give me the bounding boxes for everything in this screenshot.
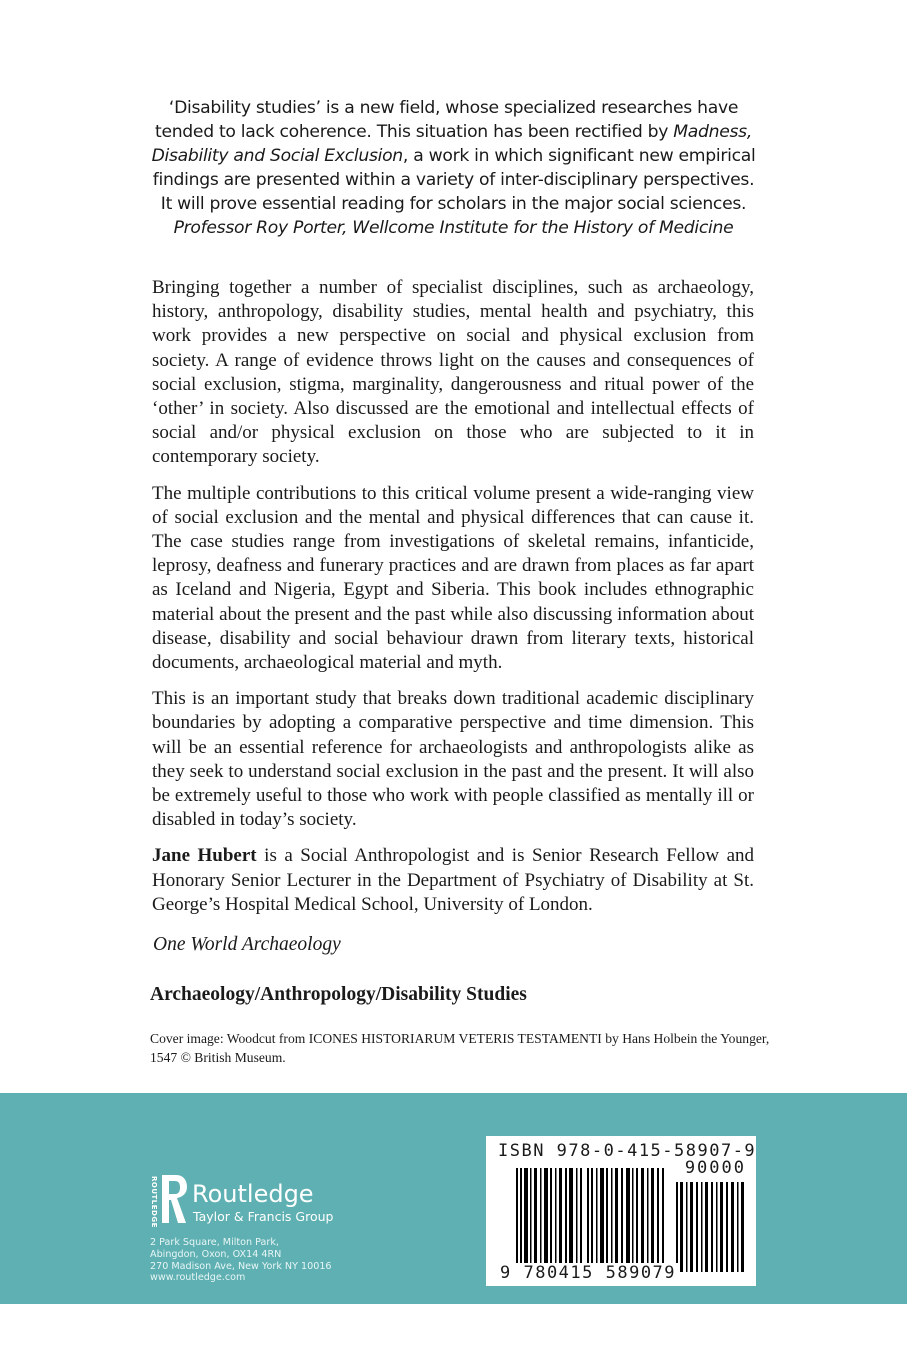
author-name: Jane Hubert	[152, 845, 257, 867]
quote-line: tended to lack coherence. This situation has been rectified by	[155, 122, 674, 142]
logo-vertical-text: ROUTLEDGE	[150, 1176, 158, 1228]
isbn-barcode	[486, 1136, 756, 1286]
subject-category: Archaeology/Anthropology/Disability Studies	[150, 984, 527, 1005]
website-link: www.routledge.com	[150, 1272, 246, 1284]
barcode-bars-icon	[516, 1168, 666, 1278]
quote-line: ‘Disability studies’ is a new field, whose specialized researches have	[168, 98, 739, 118]
blurb-paragraph: The multiple contributions to this critical volume present a wide-ranging view of social exclusion and the mental and physical differences that can cause it. The case studies range from investigations of skeletal remains, infanticide, leprosy, deafness and funerary practices and are drawn from places as far apart as Iceland and Nigeria, Egypt and Siberia. This book includes ethnographic material about the present and the past while also discussing information about disease, disability and social behaviour drawn from literary texts, historical documents, archaeological material and myth.	[152, 482, 754, 674]
quote-line: It will prove essential reading for scholars in the major social sciences.	[160, 194, 747, 214]
address-line: 270 Madison Ave, New York NY 10016	[150, 1260, 332, 1272]
blurb-paragraph: This is an important study that breaks down traditional academic disciplinary boundaries by adopting a comparative perspective and time dimension. This will be an essential reference for archaeologists and anthropologists alike as they seek to understand social exclusion in the past and the present. It will also be extremely useful to those who work with people classified as mentally ill or disabled in today’s society.	[152, 688, 754, 831]
blurb-paragraph: Bringing together a number of specialist disciplines, such as archaeology, history, anthropology, disability studies, mental health and psychiatry, this work provides a new perspective on social and physical exclusion from society. A range of evidence throws light on the causes and consequences of social exclusion, stigma, marginality, dangerousness and ritual power of the ‘other’ in society. Also discussed are the emotional and intellectual effects of social and/or physical exclusion on those who are subjected to it in contemporary society.	[152, 277, 754, 468]
quote-line: findings are presented within a variety of inter-disciplinary perspectives.	[152, 170, 755, 190]
series-name: One World Archaeology	[153, 934, 341, 955]
endorsement-quote	[120, 96, 787, 240]
address-line: Abingdon, Oxon, OX14 4RN	[150, 1248, 282, 1260]
book-title-italic: Madness,	[673, 122, 752, 142]
publisher-name: Routledge	[192, 1180, 314, 1208]
quote-attribution: Professor Roy Porter, Wellcome Institute for the History of Medicine	[173, 218, 734, 238]
quote-line: , a work in which significant new empirical	[402, 146, 756, 166]
book-title-italic: Disability and Social Exclusion	[151, 146, 403, 166]
ean-number: 9 780415 589079	[500, 1263, 677, 1283]
author-bio	[152, 844, 754, 917]
blurb-body	[152, 276, 754, 929]
publisher-address	[150, 1237, 332, 1284]
routledge-r-icon	[160, 1173, 188, 1225]
publisher-band	[0, 1093, 907, 1304]
cover-credit: Cover image: Woodcut from ICONES HISTORIARUM VETERIS TESTAMENTI by Hans Holbein the Younger, 1547 © British Museum.	[150, 1031, 770, 1065]
isbn-text: ISBN 978-0-415-58907-9	[498, 1141, 757, 1161]
author-bio-text: is a Social Anthropologist and is Senior Research Fellow and Honorary Senior Lecturer in the Department of Psychiatry of Disability at St. George’s Hospital Medical School, University of London.	[152, 845, 755, 915]
publisher-group: Taylor & Francis Group	[193, 1209, 334, 1224]
price-addon-text: 90000	[684, 1158, 746, 1178]
address-line: 2 Park Square, Milton Park,	[150, 1237, 279, 1248]
addon-bars-icon	[676, 1182, 748, 1272]
